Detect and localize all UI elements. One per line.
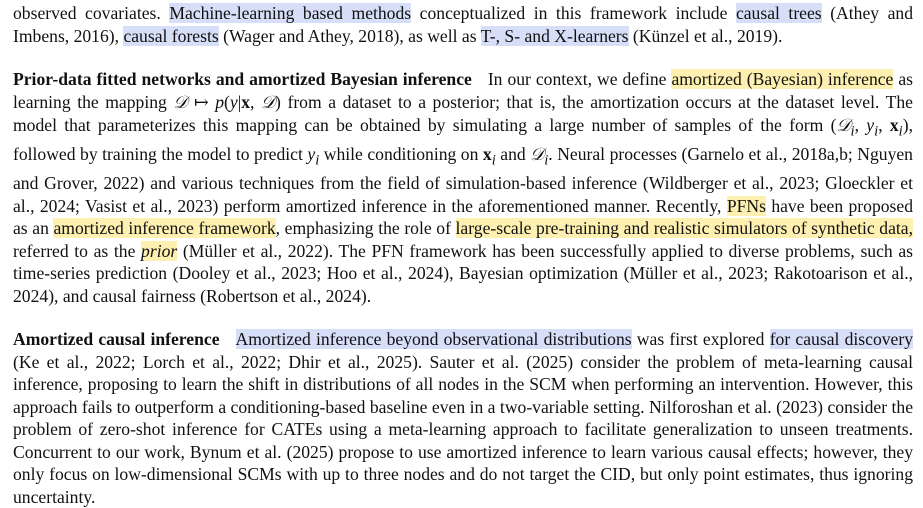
text-span: as learning the mapping [13,69,913,112]
math-subscript: i [850,123,855,140]
text-span: (Athey and Imbens, 2016), [13,3,913,46]
math-symbol: p [215,91,225,112]
math-symbol: , [854,115,867,135]
text-span: (Wager and Athey, 2018), as well as [218,25,481,46]
paragraph-amortized-causal [13,328,913,508]
text-span: , emphasizing the role of [275,218,456,239]
math-symbol: x [482,144,492,165]
math-symbol: , [878,115,890,135]
math-symbol: 𝒟 [173,92,188,113]
highlight-beyond-observational: Amortized inference beyond observational distributions [235,329,632,350]
text-span: . Neural processes (Garnelo et al., 2018a,b; Nguyen and Grover, 2022) and various techniques from the field of simulation-based inference (Wildberger et al., 2023; Gloeckler et al., 2024; Vasist et al., 2023) perform amortized inference in the aforementioned manner. Recently, [13,144,913,216]
text-span: have been proposed as an [13,195,913,239]
highlight-pretraining: large-scale pre-training and realistic simulators of synthetic data, [455,218,913,239]
text-span: while conditioning on [319,144,483,165]
text-span: (Müller et al., 2022). The PFN framework has been successfully applied to diverse problems, such as time-series prediction (Dooley et al., 2023; Hoo et al., 2024), Bayesian optimization (Müller et al., 2023; Rakotoarison et al., 2024), and causal fairness (Robertson et al., 2024). [13,240,913,306]
highlight-causal-forests: causal forests [123,25,219,46]
math-symbol: 𝒟 [530,145,545,166]
math-symbol: ↦ [187,91,216,112]
paragraph-pfn-amortized: Prior-data fitted networks and amortized Bayesian inference In our context, we define amortized (Bayesian) inference as learning the mapping 𝒟 ↦ p(y|x, 𝒟) from a dataset to a posterior; that is, the amortization occurs at the dataset level. The model that parameterizes this mapping can be obtained by simulating a large number of samples of the form (𝒟$_i$, $y_i$, $x_i$), followed by training the model to predict $y_i$ while conditioning on $x_i$ and 𝒟$_i$. Neural processes (Garnelo et al., 2018a,b; Nguyen and Grover, 2022) and various techniques from the field of simulation-based inference (Wildberger et al., 2023; Gloeckler et al., 2024; Vasist et al., 2023) perform amortized inference in the aforementioned manner. Recently, PFNs have been proposed as an amortized inference framework, emphasizing the role of large-scale pre-training and realistic simulators of synthetic data, referred to as the prior (Müller et al., 2022). The PFN framework has been successfully applied to diverse problems, such as time-series prediction (Dooley et al., 2023; Hoo et al., 2024), Bayesian optimization (Müller et al., 2023; Rakotoarison et al., 2024), and causal fairness (Robertson et al., 2024). [13,69,914,306]
math-symbol: 𝒟 [836,116,851,136]
section-heading-pfn: Prior-data fitted networks and amortized Bayesian inference [13,69,472,89]
math-symbol: x [889,115,899,135]
paragraph-related-work-ml [13,2,913,47]
text-span: ), followed by training the model to predict [13,115,914,165]
math-symbol: | [237,91,242,112]
highlight-meta-learners: T-, S- and X-learners [480,25,629,46]
text-span: was first explored [631,329,770,350]
text-span: (Ke et al., 2022; Lorch et al., 2022; Dhir et al., 2025). Sauter et al. (2025) consider the problem of meta-learning causal inference, proposing to learn the shift in distributions of all nodes in the SCM when performing an intervention. However, this approach fails to outperform a conditioning-based baseline even in a two-variable setting. Nilforoshan et al. (2023) consider the problem of zero-shot inference for CATEs using a meta-learning approach to facilitate generalization to unseen treatments. Concurrent to our work, Bynum et al. (2025) propose to use amortized inference to learn various causal effects; however, they only focus on low-dimensional SCMs with up to three nodes and do not target the CID, but only point estimates, thus ignoring uncertainty. [13,351,913,507]
math-subscript: i [491,152,496,169]
highlight-causal-discovery: for causal discovery [769,329,913,350]
highlight-ml-methods: Machine-learning based methods [169,3,412,23]
text-span: In our context, we define [487,69,672,89]
math-symbol: x [241,91,251,112]
section-heading-amortized-causal: Amortized causal inference [13,329,220,350]
math-symbol: , [250,91,261,112]
math-symbol: y [307,144,316,165]
math-subscript: i [874,123,879,140]
text-span: and [495,144,531,165]
math-subscript: i [898,123,903,140]
highlight-pfns: PFNs [726,195,766,216]
math-symbol: 𝒟 [261,92,276,113]
highlight-amortized-framework: amortized inference framework [53,218,276,239]
text-span: referred to as the [13,240,142,261]
math-symbol: y [866,115,875,135]
highlight-causal-trees: causal trees [735,3,822,23]
math-subscript: i [315,152,320,169]
highlight-prior: prior [141,240,178,261]
math-symbol: y [229,91,238,112]
text-span: (Künzel et al., 2019). [628,25,783,46]
math-subscript: i [544,152,549,169]
text-span: conceptualized in this framework include [411,3,736,23]
text-span: from a dataset to a posterior; that is, the amortization occurs at the dataset level. The model that parameterizes this mapping can be obtained by simulating a large number of samples of the form ( [13,91,913,135]
highlight-amortized-inference: amortized (Bayesian) inference [671,69,894,89]
text-span: observed covariates. [13,3,170,23]
